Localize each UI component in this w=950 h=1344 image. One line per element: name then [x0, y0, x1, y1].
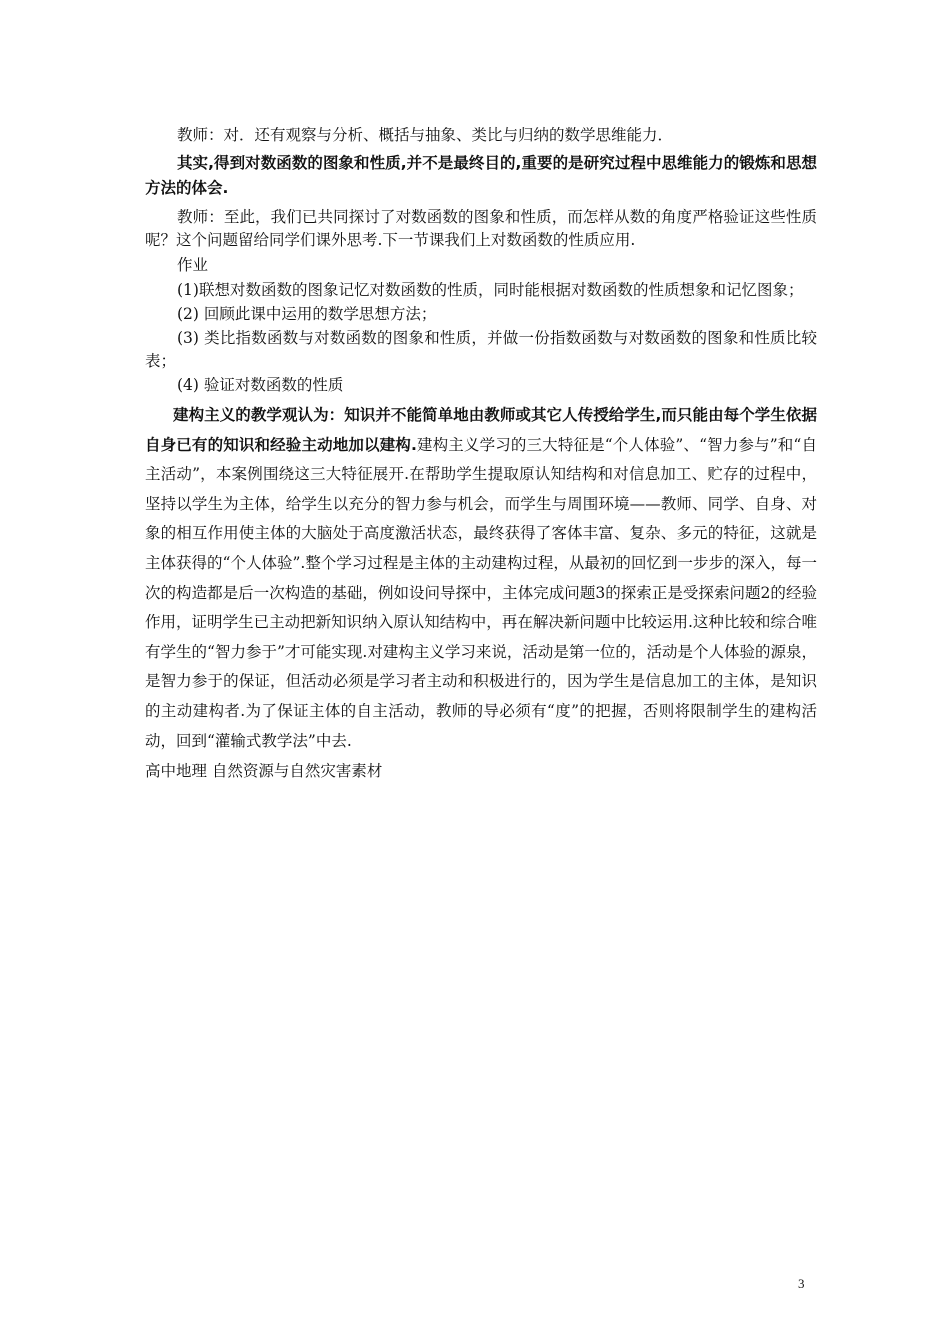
homework-title: 作业 [177, 256, 209, 274]
homework-item-4: (4) 验证对数函数的性质 [177, 376, 344, 394]
teacher-dialogue-2: 教师：至此，我们已共同探讨了对数函数的图象和性质，而怎样从数的角度严格验证这些性质呢？这个问题留给同学们课外思考.下一节课我们上对数函数的性质应用. [145, 208, 817, 249]
homework-item-3: (3) 类比指数函数与对数函数的图象和性质，并做一份指数函数与对数函数的图象和性质比较表； [145, 329, 817, 370]
constructivism-essay [145, 401, 817, 756]
appended-subject-line: 高中地理 自然资源与自然灾害素材 [145, 762, 383, 781]
teacher-dialogue-1: 教师：对．还有观察与分析、概括与抽象、类比与归纳的数学思维能力． [177, 126, 674, 144]
document-body [145, 124, 817, 784]
homework-item-2: (2) 回顾此课中运用的数学思想方法； [177, 305, 437, 323]
homework-item-1: (1)联想对数函数的图象记忆对数函数的性质，同时能根据对数函数的性质想象和记忆图象； [177, 281, 804, 299]
page-number: 3 [798, 1276, 805, 1291]
essay-body: 建构主义学习的三大特征是“个人体验”、“智力参与”和“自主活动”，本案例围绕这三大特征展开.在帮助学生提取原认知结构和对信息加工、贮存的过程中，坚持以学生为主体，给学生以充分的智力参与机会，而学生与周围环境——教师、同学、自身、对象的相互作用使主体的大脑处于高度激活状态，最终获得了客体丰富、复杂、多元的特征，这就是主体获得的“个人体验”.整个学习过程是主体的主动建构过程，从最初的回忆到一步步的深入，每一次的构造都是后一次构造的基础，例如设问导探中，主体完成问题3的探索正是受探索问题2的经验作用，证明学生已主动把新知识纳入原认知结构中，再在解决新问题中比较运用.这种比较和综合唯有学生的“智力参于”才可能实现.对建构主义学习来说，活动是第一位的，活动是个人体验的源泉，是智力参于的保证，但活动必须是学习者主动和积极进行的，因为学生是信息加工的主体，是知识的主动建构者.为了保证主体的自主活动，教师的导必须有“度”的把握，否则将限制学生的建构活动，回到“灌输式教学法”中去. [145, 435, 818, 750]
essay-lead-bold: 建构主义的教学观认为：知识并不能简单地由教师或其它人传授给学生,而只能由每个学生依据自身已有的知识和经验主动地加以建构. [145, 406, 817, 454]
summary-bold-paragraph: 其实,得到对数函数的图象和性质,并不是最终目的,重要的是研究过程中思维能力的锻炼和思想方法的体会. [145, 154, 817, 197]
